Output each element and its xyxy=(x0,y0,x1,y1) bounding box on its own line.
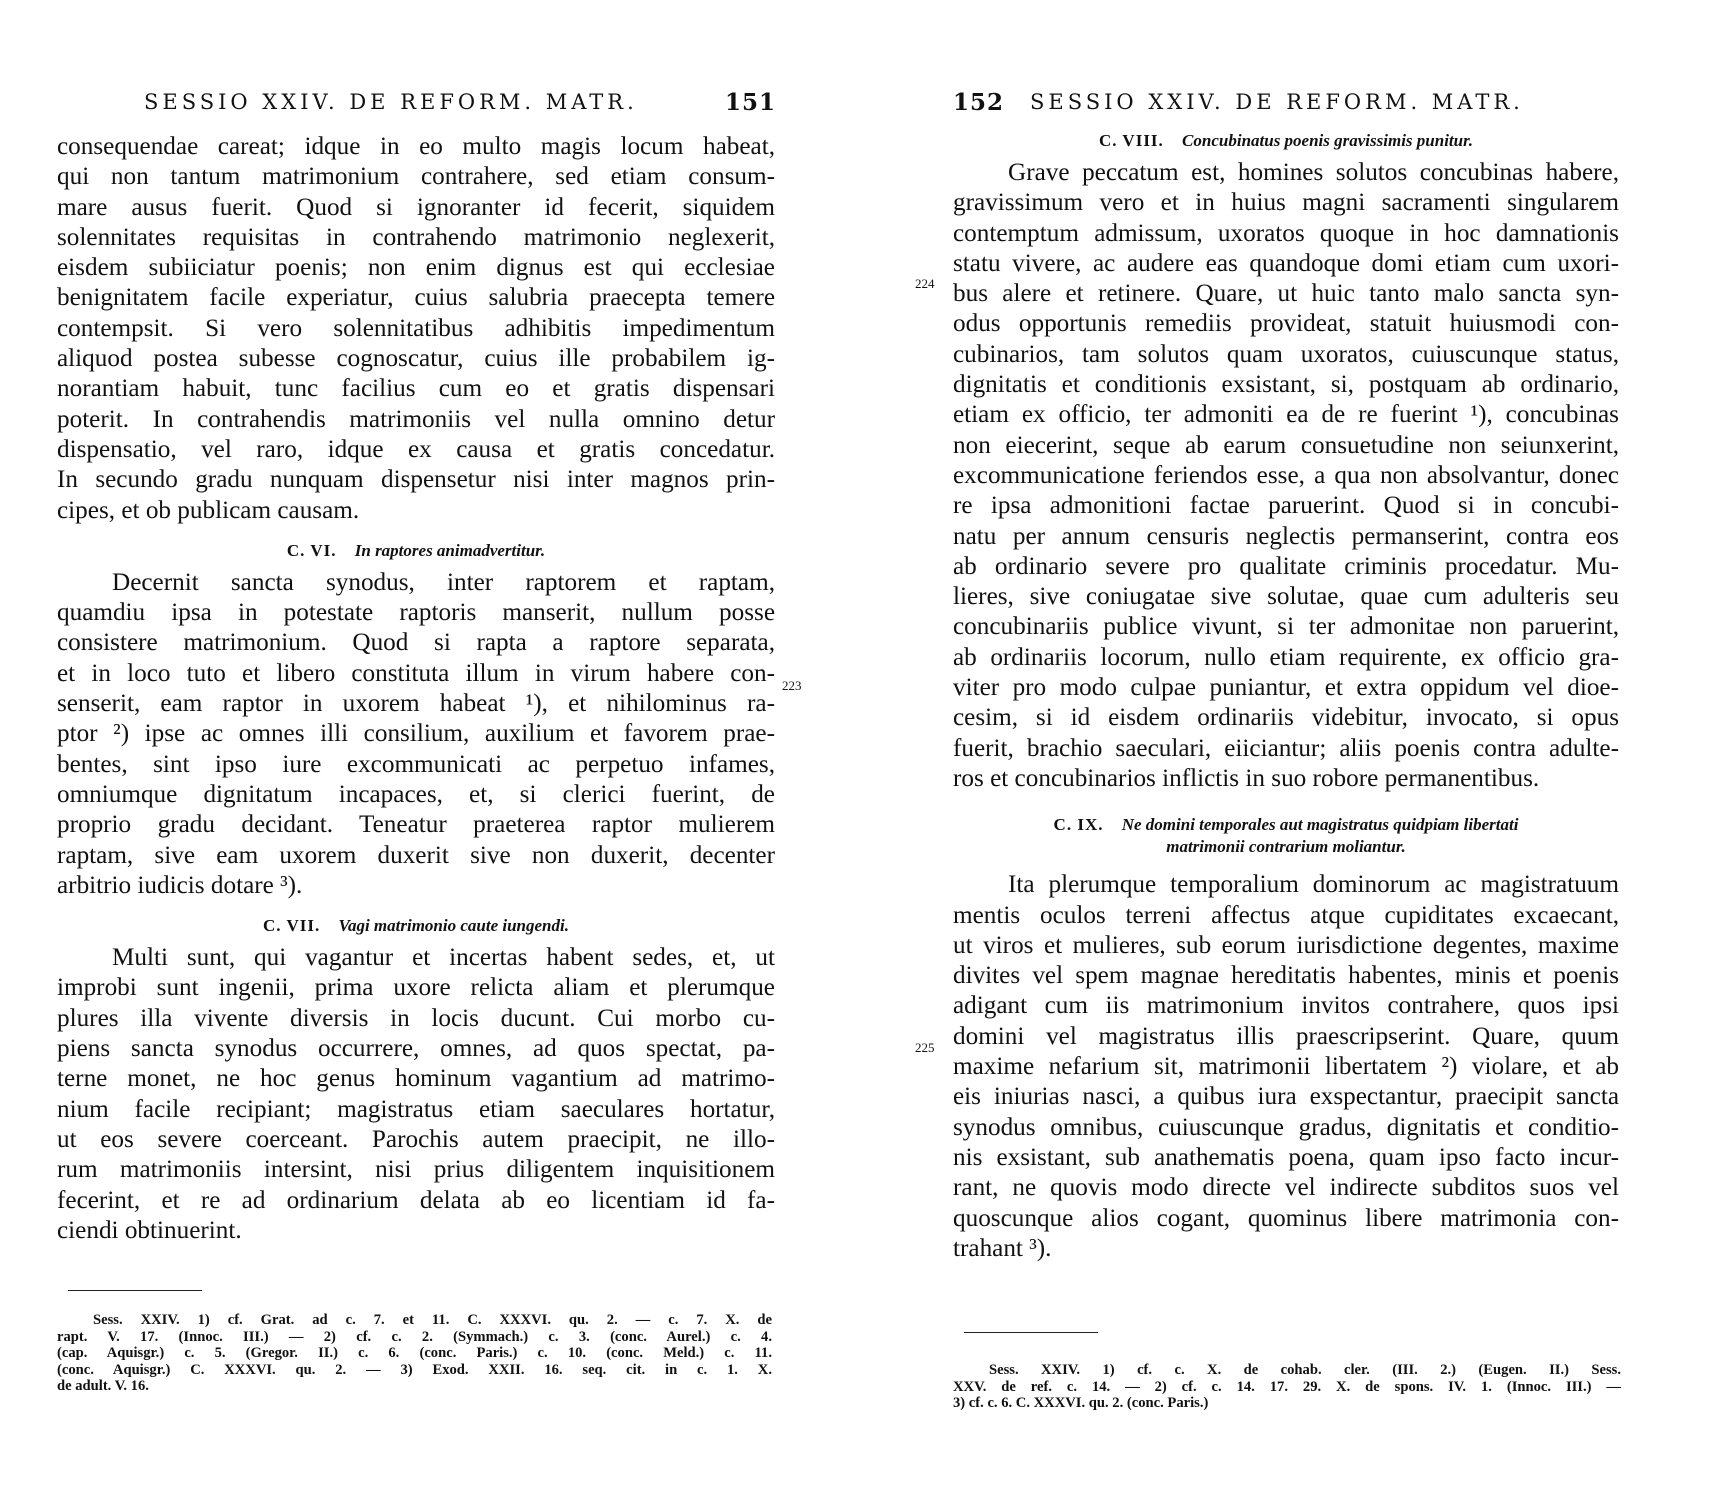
footnote-line: XXV. de ref. c. 14. — 2) cf. c. 14. 17. 29. X. de spons. IV. 1. (Innoc. III.) — xyxy=(953,1378,1621,1395)
text-line: ut eos severe coerceant. Parochis autem praecipit, ne illo- xyxy=(57,1125,775,1153)
chapter-number: C. VI. xyxy=(286,540,337,560)
text-line: proprio gradu decidant. Teneatur praeterea raptor mulierem xyxy=(57,811,775,839)
text-line: rum matrimoniis intersint, nisi prius diligentem inquisitionem xyxy=(57,1156,775,1184)
footnote-divider xyxy=(964,1332,1098,1333)
chapter-title: Concubinatus poenis gravissimis punitur. xyxy=(1182,131,1474,150)
running-header xyxy=(144,84,776,120)
running-title: SESSIO XXIV. DE REFORM. MATR. xyxy=(144,90,638,114)
chapter-heading-7 xyxy=(57,915,775,937)
footnotes xyxy=(953,1362,1621,1412)
chapter-8-text xyxy=(953,158,1619,794)
footnote-line: Sess. XXIV. 1) cf. Grat. ad c. 7. et 11. C. XXXVI. qu. 2. — c. 7. X. de xyxy=(93,1312,772,1328)
chapter-heading-8 xyxy=(953,130,1619,152)
chapter-number: C. VIII. xyxy=(1098,131,1164,150)
text-line: cipes, et ob publicam causam. xyxy=(57,496,360,524)
page-number: 151 xyxy=(724,88,776,116)
footnote-divider xyxy=(68,1290,202,1291)
running-title: SESSIO XXIV. DE REFORM. MATR. xyxy=(1030,90,1524,114)
intro-paragraph xyxy=(57,132,775,526)
text-line: nium facile recipiant; magistratus etiam saeculares hortatur, xyxy=(57,1095,775,1123)
text-line: dispensatio, vel raro, idque ex causa et gratis concedatur. xyxy=(57,435,775,463)
text-line: raptam, sive eam uxorem duxerit sive non duxerit, decenter xyxy=(57,841,775,869)
footnote-line: 3) cf. c. 6. C. XXXVI. qu. 2. (conc. Paris.) xyxy=(953,1395,1209,1411)
margin-page-reference: 225 xyxy=(915,1040,935,1055)
chapter-heading-9 xyxy=(953,814,1619,858)
text-line: mare ausus fuerit. Quod si ignoranter id fecerit, siquidem xyxy=(57,193,775,221)
text-line: contemptum admissum, uxoratos quoque in hoc damnationis xyxy=(953,219,1619,247)
text-line: Ita plerumque temporalium dominorum ac magistratuum xyxy=(1008,871,1619,899)
text-line: odus opportunis remediis provideat, statuit huiusmodi con- xyxy=(953,310,1619,338)
chapter-title: Vagi matrimonio caute iungendi. xyxy=(338,916,569,936)
text-line: domini vel magistratus illis praescripserint. Quare, quum xyxy=(953,1022,1619,1050)
text-line: piens sancta synodus occurrere, omnes, ad quos spectat, pa- xyxy=(57,1035,775,1063)
text-line: benignitatem facile experiatur, cuius salubria praecepta temere xyxy=(57,284,775,312)
chapter-number: C. VII. xyxy=(263,916,321,936)
text-line: cesim, si id eisdem ordinariis videbitur, invocato, si opus xyxy=(953,704,1619,732)
text-line: senserit, eam raptor in uxorem habeat ¹), et nihilominus ra- xyxy=(57,690,775,718)
text-line: nis exsistant, sub anathematis poena, quam ipso facto incur- xyxy=(953,1143,1619,1171)
footnote-line: rapt. V. 17. (Innoc. III.) — 2) cf. c. 2. (Symmach.) c. 3. (conc. Aurel.) c. 4. xyxy=(57,1328,772,1345)
text-line: adigant cum iis matrimonium invitos contrahere, quos ipsi xyxy=(953,992,1619,1020)
text-line: synodus omnibus, cuiuscunque gradus, dignitatis et conditio- xyxy=(953,1113,1619,1141)
text-line: etiam ex officio, ter admoniti ea de re fuerint ¹), concubinas xyxy=(953,401,1619,429)
text-line: ut viros et mulieres, sub eorum iurisdictione degentes, maxime xyxy=(953,931,1619,959)
chapter-title: In raptores animadvertitur. xyxy=(354,540,546,560)
text-line: trahant ³). xyxy=(953,1234,1052,1262)
chapter-9-text xyxy=(953,870,1619,1264)
text-line: concubinariis publice vivunt, si ter admonitae non paruerint, xyxy=(953,613,1619,641)
text-line: dignitatis et conditionis exsistant, si, postquam ab ordinario, xyxy=(953,371,1619,399)
text-line: poterit. In contrahendis matrimoniis vel nulla omnino detur xyxy=(57,405,775,433)
text-line: ros et concubinarios inflictis in suo robore permanentibus. xyxy=(953,764,1540,792)
text-line: re ipsa admonitioni factae paruerint. Quod si in concubi- xyxy=(953,492,1619,520)
footnote-line: de adult. V. 16. xyxy=(57,1378,149,1394)
text-line: maxime nefarium sit, matrimonii libertatem ²) violare, et ab xyxy=(953,1053,1619,1081)
text-line: plures illa vivente diversis in locis ducunt. Cui morbo cu- xyxy=(57,1004,775,1032)
footnotes xyxy=(57,1312,772,1395)
text-line: bus alere et retinere. Quare, ut huic tanto malo sancta syn- xyxy=(953,280,1619,308)
footnote-line: (conc. Aquisgr.) C. XXXVI. qu. 2. — 3) Exod. XXII. 16. seq. cit. in c. 1. X. xyxy=(57,1361,772,1378)
text-line: excommunicatione feriendos esse, a qua non absolvantur, donec xyxy=(953,461,1619,489)
text-line: Decernit sancta synodus, inter raptorem et raptam, xyxy=(112,568,775,596)
margin-page-reference: 224 xyxy=(915,276,935,291)
running-header xyxy=(953,84,1598,120)
text-line: qui non tantum matrimonium contrahere, sed etiam consum- xyxy=(57,163,775,191)
text-line: ab ordinariis locorum, nullo etiam requirente, ex officio gra- xyxy=(953,643,1619,671)
text-line: omniumque dignitatum incapaces, et, si clerici fuerint, de xyxy=(57,780,775,808)
text-line: quamdiu ipsa in potestate raptoris manserit, nullum posse xyxy=(57,599,775,627)
text-line: cubinarios, tam solutos quam uxoratos, cuiuscunque status, xyxy=(953,340,1619,368)
text-line: norantiam habuit, tunc facilius cum eo et gratis dispensari xyxy=(57,375,775,403)
text-line: aliquod postea subesse cognoscatur, cuius ille probabilem ig- xyxy=(57,345,775,373)
text-line: improbi sunt ingenii, prima uxore relicta aliam et plerumque xyxy=(57,974,775,1002)
chapter-heading-6 xyxy=(57,540,775,562)
text-line: fuerit, brachio saeculari, eiiciantur; aliis poenis contra adulte- xyxy=(953,734,1619,762)
text-line: gravissimum vero et in huius magni sacramenti singularem xyxy=(953,189,1619,217)
text-line: et in loco tuto et libero constituta illum in virum habere con- xyxy=(57,659,775,687)
chapter-6-text xyxy=(57,568,775,901)
text-line: consistere matrimonium. Quod si rapta a raptore separata, xyxy=(57,629,775,657)
text-line: ciendi obtinuerint. xyxy=(57,1216,242,1244)
text-line: divites vel spem magnae hereditatis habentes, minis et poenis xyxy=(953,962,1619,990)
page-number: 152 xyxy=(953,88,1005,116)
text-line: fecerint, et re ad ordinarium delata ab eo licentiam id fa- xyxy=(57,1186,775,1214)
text-line: natu per annum censuris neglectis permanserint, contra eos xyxy=(953,522,1619,550)
text-line: In secundo gradu nunquam dispensetur nisi inter magnos prin- xyxy=(57,466,775,494)
text-line: contempsit. Si vero solennitatibus adhibitis impedimentum xyxy=(57,314,775,342)
text-line: non eiecerint, seque ab earum consuetudine non seiunxerint, xyxy=(953,431,1619,459)
chapter-number: C. IX. xyxy=(1053,815,1104,835)
text-line: arbitrio iudicis dotare ³). xyxy=(57,871,303,899)
text-line: eis iniurias nasci, a quibus iura exspectantur, praecipit sancta xyxy=(953,1083,1619,1111)
text-line: viter pro modo culpae puniantur, et extra oppidum vel dioe- xyxy=(953,674,1619,702)
footnote-line: Sess. XXIV. 1) cf. c. X. de cohab. cler. (III. 2.) (Eugen. II.) Sess. xyxy=(989,1362,1621,1378)
text-line: statu vivere, ac audere eas quandoque domi etiam cum uxori- xyxy=(953,249,1619,277)
text-column xyxy=(953,130,1619,1264)
chapter-title-line-2: matrimonii contrarium moliantur. xyxy=(1166,837,1406,857)
text-line: Multi sunt, qui vagantur et incertas habent sedes, et, ut xyxy=(112,944,775,972)
footnote-line: (cap. Aquisgr.) c. 5. (Gregor. II.) c. 6. (conc. Paris.) c. 10. (conc. Meld.) c. 11. xyxy=(57,1345,772,1361)
text-line: ptor ²) ipse ac omnes illi consilium, auxilium et favorem prae- xyxy=(57,720,775,748)
text-line: mentis oculos terreni affectus atque cupiditates excaecant, xyxy=(953,901,1619,929)
text-line: bentes, sint ipso iure excommunicati ac perpetuo infames, xyxy=(57,750,775,778)
chapter-title-line-1: Ne domini temporales aut magistratus quidpiam libertati xyxy=(1121,815,1519,835)
text-line: solennitates requisitas in contrahendo matrimonio neglexerit, xyxy=(57,223,775,251)
chapter-7-text xyxy=(57,943,775,1246)
text-line: Grave peccatum est, homines solutos concubinas habere, xyxy=(1008,159,1619,186)
text-line: ab ordinario severe pro qualitate criminis procedatur. Mu- xyxy=(953,552,1619,580)
right-page xyxy=(858,0,1716,1500)
text-line: rant, ne quovis modo directe vel indirecte subditos suos vel xyxy=(953,1174,1619,1202)
margin-page-reference: 223 xyxy=(782,678,802,693)
text-line: terne monet, ne hoc genus hominum vagantium ad matrimo- xyxy=(57,1065,775,1093)
text-line: lieres, sive coniugatae sive solutae, quae cum adulteris seu xyxy=(953,583,1619,611)
text-line: quoscunque alios cogant, quominus libere matrimonia con- xyxy=(953,1204,1619,1232)
text-line: consequendae careat; idque in eo multo magis locum habeat, xyxy=(57,133,775,160)
text-column xyxy=(57,132,775,1246)
text-line: eisdem subiiciatur poenis; non enim dignus est qui ecclesiae xyxy=(57,254,775,282)
